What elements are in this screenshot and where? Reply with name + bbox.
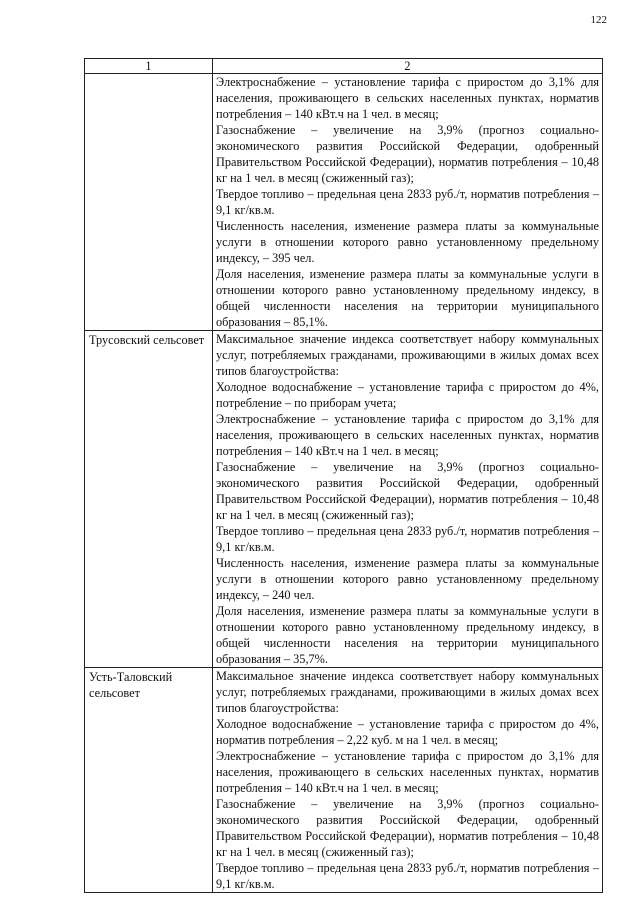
table-row (85, 74, 603, 331)
column-header-2: 2 (213, 59, 603, 74)
description-paragraph: Максимальное значение индекса соответствует набору коммунальных услуг, потребляемых гражданами, проживающими в жилых домах всех типов благоустройства: (216, 669, 599, 715)
description-paragraph: Твердое топливо – предельная цена 2833 руб./т, норматив потребления – 9,1 кг/кв.м. (216, 524, 599, 554)
page-number: 122 (590, 14, 607, 26)
description-paragraph: Численность населения, изменение размера платы за коммунальные услуги в отношении которого равно установленному предельному индексу, – 395 чел. (216, 219, 599, 265)
table-body (85, 74, 603, 893)
description-paragraph: Электроснабжение – установление тарифа с приростом до 3,1% для населения, проживающего в сельских населенных пунктах, норматив потребления – 140 кВт.ч на 1 чел. в месяц; (216, 412, 599, 458)
description-paragraph: Электроснабжение – установление тарифа с приростом до 3,1% для населения, проживающего в сельских населенных пунктах, норматив потребления – 140 кВт.ч на 1 чел. в месяц; (216, 749, 599, 795)
tariff-description (213, 668, 603, 893)
tariff-table (84, 58, 603, 893)
municipality-name: Трусовский сельсовет (85, 331, 213, 668)
description-paragraph: Твердое топливо – предельная цена 2833 руб./т, норматив потребления – 9,1 кг/кв.м. (216, 187, 599, 217)
table-header-row (85, 59, 603, 74)
description-paragraph: Твердое топливо – предельная цена 2833 руб./т, норматив потребления – 9,1 кг/кв.м. (216, 861, 599, 891)
description-paragraph: Электроснабжение – установление тарифа с приростом до 3,1% для населения, проживающего в сельских населенных пунктах, норматив потребления – 140 кВт.ч на 1 чел. в месяц; (216, 75, 599, 121)
tariff-description (213, 74, 603, 331)
description-paragraph: Численность населения, изменение размера платы за коммунальные услуги в отношении которого равно установленному предельному индексу, – 240 чел. (216, 556, 599, 602)
table-row (85, 668, 603, 893)
municipality-name (85, 74, 213, 331)
description-paragraph: Газоснабжение – увеличение на 3,9% (прогноз социально-экономического развития Российской Федерации, одобренный Правительством Российской Федерации), норматив потребления – 10,48 кг на 1 чел. в месяц (сжиженный газ); (216, 123, 599, 185)
tariff-description (213, 331, 603, 668)
description-paragraph: Газоснабжение – увеличение на 3,9% (прогноз социально-экономического развития Российской Федерации, одобренный Правительством Российской Федерации), норматив потребления – 10,48 кг на 1 чел. в месяц (сжиженный газ); (216, 797, 599, 859)
description-paragraph: Газоснабжение – увеличение на 3,9% (прогноз социально-экономического развития Российской Федерации, одобренный Правительством Российской Федерации), норматив потребления – 10,48 кг на 1 чел. в месяц (сжиженный газ); (216, 460, 599, 522)
description-paragraph: Доля населения, изменение размера платы за коммунальные услуги в отношении которого равно установленному предельному индексу, в общей численности населения на территории муниципального образования – 35,7%. (216, 604, 599, 666)
municipality-name: Усть-Таловский сельсовет (85, 668, 213, 893)
table-row (85, 331, 603, 668)
column-header-1: 1 (85, 59, 213, 74)
description-paragraph: Максимальное значение индекса соответствует набору коммунальных услуг, потребляемых гражданами, проживающими в жилых домах всех типов благоустройства: (216, 332, 599, 378)
description-paragraph: Холодное водоснабжение – установление тарифа с приростом до 4%, норматив потребления – 2,22 куб. м на 1 чел. в месяц; (216, 717, 599, 747)
description-paragraph: Доля населения, изменение размера платы за коммунальные услуги в отношении которого равно установленному предельному индексу, в общей численности населения на территории муниципального образования – 85,1%. (216, 267, 599, 329)
description-paragraph: Холодное водоснабжение – установление тарифа с приростом до 4%, потребление – по приборам учета; (216, 380, 599, 410)
